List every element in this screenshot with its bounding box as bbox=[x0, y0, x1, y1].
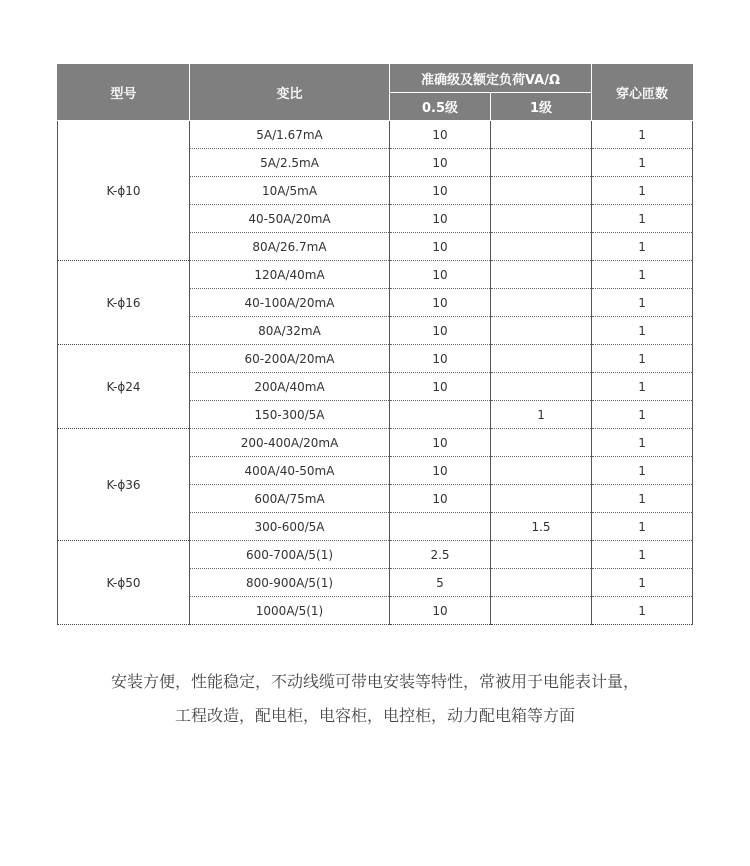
turns-cell: 1 bbox=[592, 429, 693, 457]
table-row bbox=[58, 429, 693, 457]
class-1-cell bbox=[491, 205, 592, 233]
ratio-cell: 200-400A/20mA bbox=[190, 429, 390, 457]
description-line-1: 安装方便，性能稳定，不动线缆可带电安装等特性，常被用于电能表计量， bbox=[110, 672, 639, 691]
ratio-cell: 800-900A/5(1) bbox=[190, 569, 390, 597]
turns-cell: 1 bbox=[592, 317, 693, 345]
header-turns: 穿心匝数 bbox=[592, 65, 693, 121]
header-class-0-5: 0.5级 bbox=[390, 93, 491, 121]
class-0-5-cell: 5 bbox=[390, 569, 491, 597]
class-1-cell bbox=[491, 597, 592, 625]
class-0-5-cell: 10 bbox=[390, 373, 491, 401]
header-model: 型号 bbox=[58, 65, 190, 121]
class-1-cell bbox=[491, 289, 592, 317]
class-0-5-cell: 10 bbox=[390, 289, 491, 317]
turns-cell: 1 bbox=[592, 261, 693, 289]
turns-cell: 1 bbox=[592, 513, 693, 541]
turns-cell: 1 bbox=[592, 401, 693, 429]
class-0-5-cell bbox=[390, 513, 491, 541]
class-1-cell bbox=[491, 233, 592, 261]
class-0-5-cell: 10 bbox=[390, 233, 491, 261]
ratio-cell: 60-200A/20mA bbox=[190, 345, 390, 373]
class-0-5-cell: 2.5 bbox=[390, 541, 491, 569]
table-row bbox=[58, 261, 693, 289]
ratio-cell: 600A/75mA bbox=[190, 485, 390, 513]
class-0-5-cell: 10 bbox=[390, 121, 491, 149]
class-1-cell bbox=[491, 541, 592, 569]
class-0-5-cell: 10 bbox=[390, 345, 491, 373]
spec-table bbox=[57, 64, 693, 625]
turns-cell: 1 bbox=[592, 373, 693, 401]
class-1-cell bbox=[491, 345, 592, 373]
class-1-cell bbox=[491, 429, 592, 457]
ratio-cell: 10A/5mA bbox=[190, 177, 390, 205]
header-ratio: 变比 bbox=[190, 65, 390, 121]
turns-cell: 1 bbox=[592, 597, 693, 625]
class-1-cell bbox=[491, 569, 592, 597]
class-1-cell bbox=[491, 177, 592, 205]
class-1-cell: 1 bbox=[491, 401, 592, 429]
class-1-cell bbox=[491, 121, 592, 149]
turns-cell: 1 bbox=[592, 121, 693, 149]
turns-cell: 1 bbox=[592, 345, 693, 373]
class-0-5-cell: 10 bbox=[390, 205, 491, 233]
ratio-cell: 80A/26.7mA bbox=[190, 233, 390, 261]
turns-cell: 1 bbox=[592, 569, 693, 597]
turns-cell: 1 bbox=[592, 177, 693, 205]
class-1-cell bbox=[491, 317, 592, 345]
ratio-cell: 200A/40mA bbox=[190, 373, 390, 401]
class-0-5-cell bbox=[390, 401, 491, 429]
model-cell: K-ϕ10 bbox=[58, 121, 190, 261]
turns-cell: 1 bbox=[592, 289, 693, 317]
table-row bbox=[58, 541, 693, 569]
header-accuracy-load: 准确级及额定负荷VA/Ω bbox=[390, 65, 592, 93]
ratio-cell: 600-700A/5(1) bbox=[190, 541, 390, 569]
ratio-cell: 40-100A/20mA bbox=[190, 289, 390, 317]
table-row bbox=[58, 345, 693, 373]
description bbox=[0, 665, 750, 733]
ratio-cell: 5A/1.67mA bbox=[190, 121, 390, 149]
turns-cell: 1 bbox=[592, 457, 693, 485]
class-1-cell: 1.5 bbox=[491, 513, 592, 541]
turns-cell: 1 bbox=[592, 485, 693, 513]
class-0-5-cell: 10 bbox=[390, 149, 491, 177]
class-0-5-cell: 10 bbox=[390, 597, 491, 625]
ratio-cell: 400A/40-50mA bbox=[190, 457, 390, 485]
class-0-5-cell: 10 bbox=[390, 177, 491, 205]
header-class-1: 1级 bbox=[491, 93, 592, 121]
model-cell: K-ϕ24 bbox=[58, 345, 190, 429]
class-1-cell bbox=[491, 373, 592, 401]
ratio-cell: 120A/40mA bbox=[190, 261, 390, 289]
table-body bbox=[58, 121, 693, 625]
ratio-cell: 40-50A/20mA bbox=[190, 205, 390, 233]
model-cell: K-ϕ50 bbox=[58, 541, 190, 625]
model-cell: K-ϕ36 bbox=[58, 429, 190, 541]
class-0-5-cell: 10 bbox=[390, 429, 491, 457]
class-1-cell bbox=[491, 485, 592, 513]
table-row bbox=[58, 121, 693, 149]
turns-cell: 1 bbox=[592, 233, 693, 261]
class-0-5-cell: 10 bbox=[390, 317, 491, 345]
ratio-cell: 150-300/5A bbox=[190, 401, 390, 429]
class-1-cell bbox=[491, 149, 592, 177]
class-1-cell bbox=[491, 261, 592, 289]
ratio-cell: 300-600/5A bbox=[190, 513, 390, 541]
ratio-cell: 5A/2.5mA bbox=[190, 149, 390, 177]
turns-cell: 1 bbox=[592, 205, 693, 233]
class-0-5-cell: 10 bbox=[390, 485, 491, 513]
class-1-cell bbox=[491, 457, 592, 485]
class-0-5-cell: 10 bbox=[390, 457, 491, 485]
turns-cell: 1 bbox=[592, 541, 693, 569]
description-line-2: 工程改造，配电柜，电容柜，电控柜，动力配电箱等方面 bbox=[174, 706, 575, 725]
ratio-cell: 1000A/5(1) bbox=[190, 597, 390, 625]
ratio-cell: 80A/32mA bbox=[190, 317, 390, 345]
turns-cell: 1 bbox=[592, 149, 693, 177]
model-cell: K-ϕ16 bbox=[58, 261, 190, 345]
class-0-5-cell: 10 bbox=[390, 261, 491, 289]
